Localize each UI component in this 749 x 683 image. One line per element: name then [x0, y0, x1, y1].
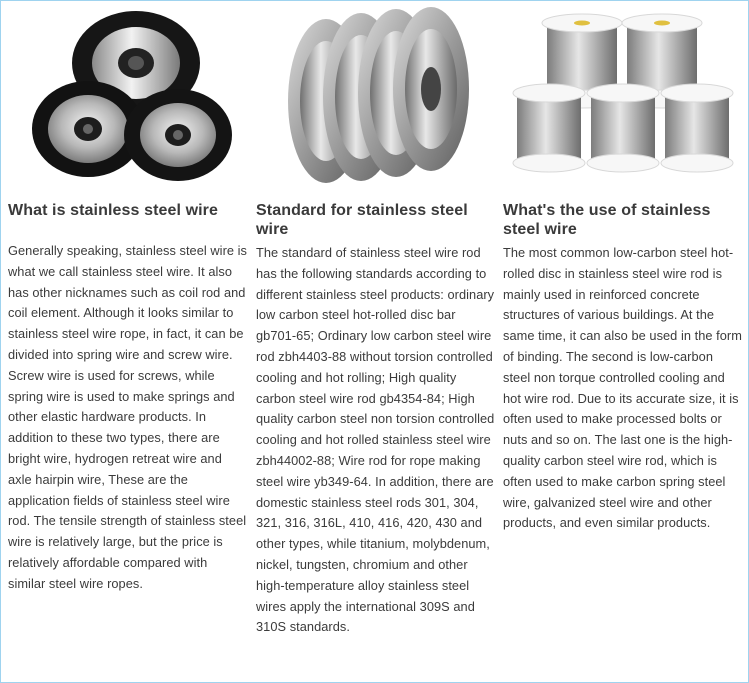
heading-use: What's the use of stainless steel wire: [503, 202, 711, 238]
stainless-steel-wire-spools-black-image: [8, 1, 248, 193]
body-standard: The standard of stainless steel wire rod has the following standards according to different stainless steel products: ordinary low carbon steel hot-rolled disc bar gb701-65; Ordinary low carbon steel wire rod zbh4403-88 without torsion controlled cooling and hot rolling; High quality carbon steel wire rod gb4354-84; High quality carbon steel non torsion controlled cooling and hot rolled stainless steel wire zbh44002-88; Wire rod for rope making steel wire yb349-64. In addition, there are domestic stainless steel rods 301, 304, 321, 316, 316L, 410, 416, 420, 430 and other types, while titanium, molybdenum, nickel, tungsten, chromium and other high-temperature alloy stainless steel wires apply the international 309S and 310S standards.: [256, 245, 495, 635]
heading-standard: Standard for stainless steel wire: [256, 202, 468, 238]
stainless-steel-wire-spools-white-image: [503, 1, 743, 193]
body-what-is: Generally speaking, stainless steel wire is what we call stainless steel wire. It also has other nicknames such as coil rod and coil element. Although it looks similar to stainless steel wire rope, in fact, it can be divided into spring wire and screw wire. Screw wire is used for screws, while spring wire is used to make springs and other elastic hardware products. In addition to these two types, there are bright wire, hydrogen retreat wire and axle hairpin wire, These are the application fields of stainless steel wire rod. The tensile strength of stainless steel wire is relatively large, but the price is relatively affordable compared with similar steel wire ropes.: [8, 243, 247, 591]
column-standard: [256, 1, 496, 638]
column-use: [503, 1, 743, 534]
column-what-is: [8, 1, 248, 595]
body-use: The most common low-carbon steel hot-rolled disc in stainless steel wire rod is mainly used in reinforced concrete structures of various buildings. At the same time, it can also be used in the form of binding. The second is low-carbon steel non torque controlled cooling and hot wire rod. Due to its accurate size, it is often used to make processed bolts or nuts and so on. The last one is the high-quality carbon steel wire rod, which is often used to make carbon spring steel wire, galvanized steel wire and other products, and even similar products.: [503, 245, 742, 531]
heading-what-is: What is stainless steel wire: [8, 202, 218, 219]
stainless-steel-wire-reels-silver-image: [256, 1, 496, 193]
